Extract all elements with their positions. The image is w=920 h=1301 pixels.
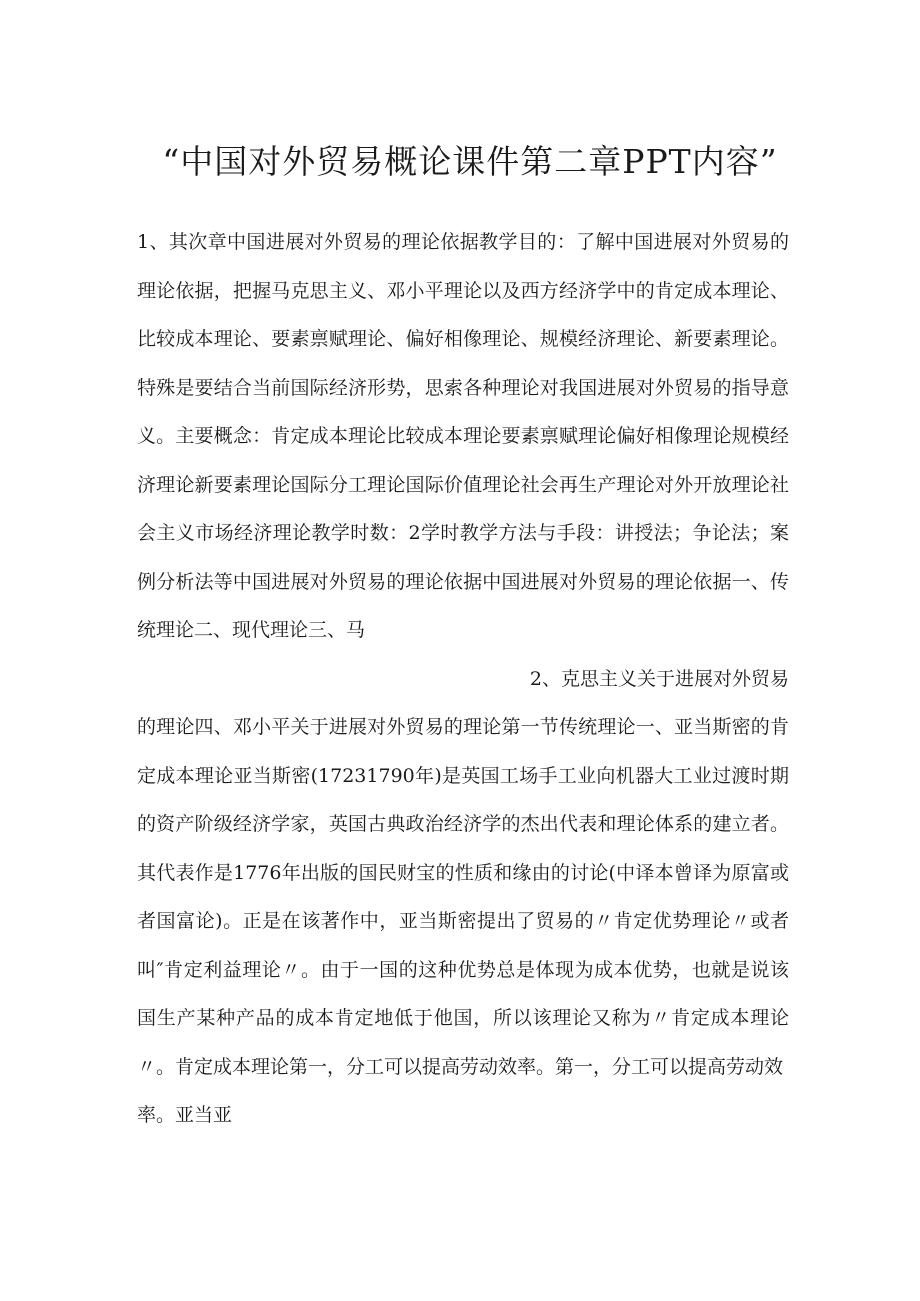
paragraph-2: 2、克思主义关于进展对外贸易: [529, 667, 789, 690]
document-body: [137, 218, 789, 1140]
paragraph-1: 1、其次章中国进展对外贸易的理论依据教学目的：了解中国进展对外贸易的理论依据，把握马克思主义、邓小平理论以及西方经济学中的肯定成本理论、比较成本理论、要素禀赋理论、偏好相像理论、规模经济理论、新要素理论。特殊是要结合当前国际经济形势，思索各种理论对我国进展对外贸易的指导意义。主要概念：肯定成本理论比较成本理论要素禀赋理论偏好相像理论规模经济理论新要素理论国际分工理论国际价值理论社会再生产理论对外开放理论社会主义市场经济理论教学时数：2学时教学方法与手段：讲授法；争论法；案例分析法等中国进展对外贸易的理论依据中国进展对外贸易的理论依据一、传统理论二、现代理论三、马: [137, 231, 789, 641]
paragraph-3: 的理论四、邓小平关于进展对外贸易的理论第一节传统理论一、亚当斯密的肯定成本理论亚当斯密(17231790年)是英国工场手工业向机器大工业过渡时期的资产阶级经济学家，英国古典政治经济学的杰出代表和理论体系的建立者。其代表作是1776年出版的国民财宝的性质和缘由的讨论(中译本曾译为原富或者国富论)。正是在该著作中，亚当斯密提出了贸易的〃肯定优势理论〃或者叫″肯定利益理论〃。由于一国的这种优势总是体现为成本优势，也就是说该国生产某种产品的成本肯定地低于他国，所以该理论又称为〃肯定成本理论〃。肯定成本理论第一，分工可以提高劳动效率。第一，分工可以提高劳动效: [137, 716, 789, 1078]
document-title: “中国对外贸易概论课件第二章PPT内容”: [162, 142, 778, 181]
paragraph-4: 率。亚当亚: [137, 1104, 233, 1126]
